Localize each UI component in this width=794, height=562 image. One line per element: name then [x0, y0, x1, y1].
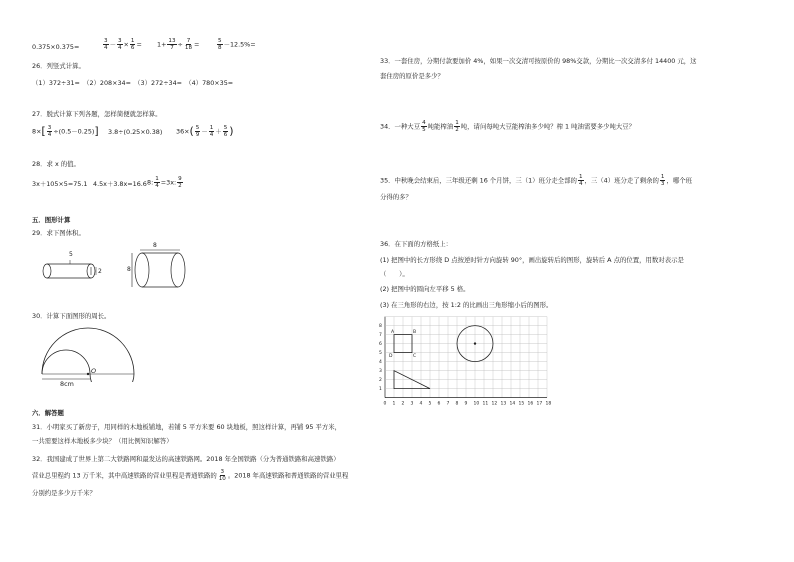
x-tick-label: 4: [419, 401, 423, 407]
txt: ＋: [215, 127, 222, 136]
point-c-label: C: [413, 354, 417, 359]
calc-fraction-percent: $\frac{5}{8}$ －12.5%=: [218, 38, 256, 51]
q27-title: 27．脱式计算下列各题，怎样简便就怎样算。: [32, 110, 162, 118]
x-tick-label: 3: [410, 401, 414, 407]
q28-eq-3: [147, 176, 184, 189]
den: 4: [155, 183, 159, 189]
num: 7: [186, 38, 191, 44]
num: 4: [422, 120, 426, 126]
x-tick-label: 2: [401, 401, 405, 407]
x-tick-label: 10: [473, 401, 480, 407]
num: 1: [209, 125, 214, 131]
q36-title: 36．在下面的方格纸上：: [380, 240, 453, 248]
txt: ，哪个班: [666, 176, 693, 185]
num: 3: [220, 469, 225, 475]
point-d-label: D: [389, 354, 393, 359]
q34-text: [380, 120, 635, 133]
den: 5: [422, 127, 426, 133]
den: 4: [578, 181, 583, 187]
txt: －: [201, 127, 208, 136]
q26-items: （1）372÷31= （2）208×34= （3）272÷34= （4）780×35=: [32, 79, 234, 87]
txt: 34．一种大豆: [380, 122, 421, 131]
num: 1: [155, 176, 159, 182]
den: 4: [104, 45, 108, 51]
txt: 营业总里程约 13 万千米，其中高速铁路的营业里程是普通铁路的: [32, 471, 217, 480]
q35-line-1: [380, 174, 692, 187]
q32-line-1: 32．我国建成了世界上第二大铁路网和最发达的高速铁路网。2018 年全国铁路（分为普通铁路和高速铁路）: [32, 455, 340, 463]
center-point: [87, 373, 89, 375]
num: 3: [104, 38, 108, 44]
point-b-label: B: [413, 330, 417, 335]
den: 2: [455, 127, 459, 133]
txt: 吨能榨油: [427, 122, 454, 131]
q26-title: 26．列竖式计算。: [32, 62, 85, 70]
q27-expr-3: 36×( $\frac{5}{9}$ － $\frac{1}{4}$ ＋ $\frac{5}{6}$ ): [176, 124, 234, 138]
x-tick-label: 5: [428, 401, 432, 407]
percent: 12.5%=: [229, 40, 256, 49]
q35-line-2: 分得的多？: [380, 193, 412, 201]
num: 13: [168, 38, 176, 44]
q36-part-3: (3) 在三角形的右边，按 1:2 的比画出三角形缩小后的图形。: [380, 301, 553, 309]
den: 4: [47, 132, 52, 138]
x-tick-label: 13: [500, 401, 507, 407]
x-tick-label: 6: [437, 401, 441, 407]
num: 1: [660, 174, 665, 180]
x-tick-label: 18: [545, 401, 552, 407]
section-6-heading: 六．解答题: [32, 409, 64, 417]
num: 1: [455, 120, 459, 126]
y-tick-label: 5: [379, 351, 382, 357]
y-tick-label: 1: [379, 387, 382, 393]
x-tick-label: 17: [536, 401, 543, 407]
small-semicircle: [42, 350, 90, 374]
txt: 35．中秋晚会结束后，三年级还剩 16 个月饼，三（1）班分走全部的: [380, 176, 577, 185]
num: 9: [178, 176, 182, 182]
q28-eq-2: 4.5x＋3.8x=16.6: [93, 180, 147, 188]
x-tick-label: 12: [491, 401, 498, 407]
num: 3: [117, 38, 122, 44]
q29-dim-8-side: 8: [127, 266, 131, 273]
calc-decimal-square: 0.375×0.375=: [32, 43, 80, 51]
txt: =3x:: [160, 178, 177, 187]
num: 1: [130, 38, 135, 44]
den: 18: [184, 45, 193, 51]
q29-dim-2: 2: [98, 268, 102, 275]
q27-expr-2: 3.8÷(0.25×0.38): [108, 128, 163, 136]
q31-line-1: 31．小明家买了新房子，用同样的木地板铺地，若铺 5 平方米要 60 块地板，照这样计算，再铺 95 平方米，: [32, 423, 342, 431]
q36-part-2: (2) 把图中的圆向左平移 5 格。: [380, 285, 470, 293]
q30-title: 30．计算下面图形的周长。: [32, 312, 111, 320]
txt: 8×: [32, 127, 42, 136]
den: 4: [209, 132, 214, 138]
txt: ，三（4）班分走了剩余的: [584, 176, 659, 185]
num: 5: [195, 125, 200, 131]
den: 3: [660, 181, 665, 187]
x-tick-label: 11: [482, 401, 489, 407]
grid-lines: [385, 317, 547, 398]
den: 6: [223, 132, 228, 138]
num: 1: [578, 174, 583, 180]
one-plus: 1+: [157, 40, 167, 49]
x-tick-label: 1: [392, 401, 396, 407]
txt: ÷(0.5－0.25): [53, 127, 95, 136]
q31-line-2: 一共需要这样木地板多少块？（用比例知识解答）: [32, 437, 173, 445]
q32-line-2: [32, 469, 348, 482]
den: 2: [178, 183, 182, 189]
x-tick-label: 8: [455, 401, 459, 407]
q30-label-o: O: [91, 367, 97, 375]
big-semicircle: [42, 328, 134, 374]
grid-tick-labels: [379, 323, 551, 406]
num: 3: [47, 125, 52, 131]
q30-label-8cm: 8cm: [60, 380, 74, 388]
num: 5: [223, 125, 228, 131]
den: 4: [117, 45, 122, 51]
x-tick-label: 7: [446, 401, 450, 407]
q28-title: 28．求 x 的值。: [32, 160, 80, 168]
x-tick-label: 0: [383, 401, 387, 407]
cylinder-end: [171, 253, 185, 287]
calc-mixed-fraction: 1+ $\frac{13}{7}$ ÷ $\frac{7}{18}$ =: [157, 38, 200, 51]
q33-line-1: 33．一套住房，分期付款要加价 4%，如果一次交清可按原价的 98%交款，分期比一次交清多付 14400 元，这: [380, 57, 697, 65]
txt: 8:: [147, 178, 154, 187]
calc-fraction-multiply: $\frac{3}{4}$ － $\frac{3}{4}$ × $\frac{1}{6}$ =: [104, 38, 142, 51]
den: 7: [170, 45, 174, 51]
q33-line-2: 套住房的原价是多少？: [380, 72, 444, 80]
q28-eq-1: 3x＋105×5=75.1: [32, 180, 88, 188]
q29-dim-8-top: 8: [153, 242, 157, 249]
txt: 36×: [176, 127, 190, 136]
y-tick-label: 8: [379, 324, 382, 330]
den: 9: [195, 132, 200, 138]
x-tick-label: 16: [527, 401, 534, 407]
q30-semicircle-figure: [36, 322, 140, 382]
cylinder-end: [43, 264, 51, 278]
y-tick-label: 2: [379, 378, 382, 384]
q29-tall-cylinder-figure: [128, 246, 190, 292]
q36-grid-paper: [376, 312, 556, 412]
y-tick-label: 7: [379, 333, 382, 339]
txt: 。2018 年高速铁路和普通铁路的营业里程: [227, 471, 349, 480]
q36-part-1: (1) 把图中的长方形绕 D 点按逆时针方向旋转 90°，画出旋转后的图形，旋转后 A 点的位置，用数对表示是: [380, 256, 684, 264]
q29-dim-5: 5: [69, 251, 73, 258]
cylinder-end: [135, 253, 149, 287]
y-tick-label: 3: [379, 369, 382, 375]
x-tick-label: 14: [509, 401, 516, 407]
q27-expr-1: 8×[ $\frac{3}{4}$ ÷(0.5－0.25)]: [32, 124, 99, 138]
den: 6: [130, 45, 135, 51]
q32-line-3: 分别约是多少万千米？: [32, 489, 96, 497]
section-5-heading: 五．图形计算: [32, 216, 71, 224]
y-tick-label: 6: [379, 342, 382, 348]
circle-center: [474, 342, 476, 344]
y-tick-label: 4: [379, 360, 382, 366]
q29-title: 29．求下图体积。: [32, 229, 85, 237]
q36-part-1-blank: （ ）。: [380, 270, 409, 278]
lower-semicircle: [90, 374, 134, 382]
den: 10: [218, 476, 226, 482]
num: 5: [218, 38, 222, 44]
point-a-label: A: [391, 330, 395, 335]
x-tick-label: 9: [464, 401, 468, 407]
txt: 吨，请问每吨大豆能榨油多少吨？榨 1 吨油需要多少吨大豆？: [460, 122, 636, 131]
den: 8: [218, 45, 222, 51]
x-tick-label: 15: [518, 401, 525, 407]
